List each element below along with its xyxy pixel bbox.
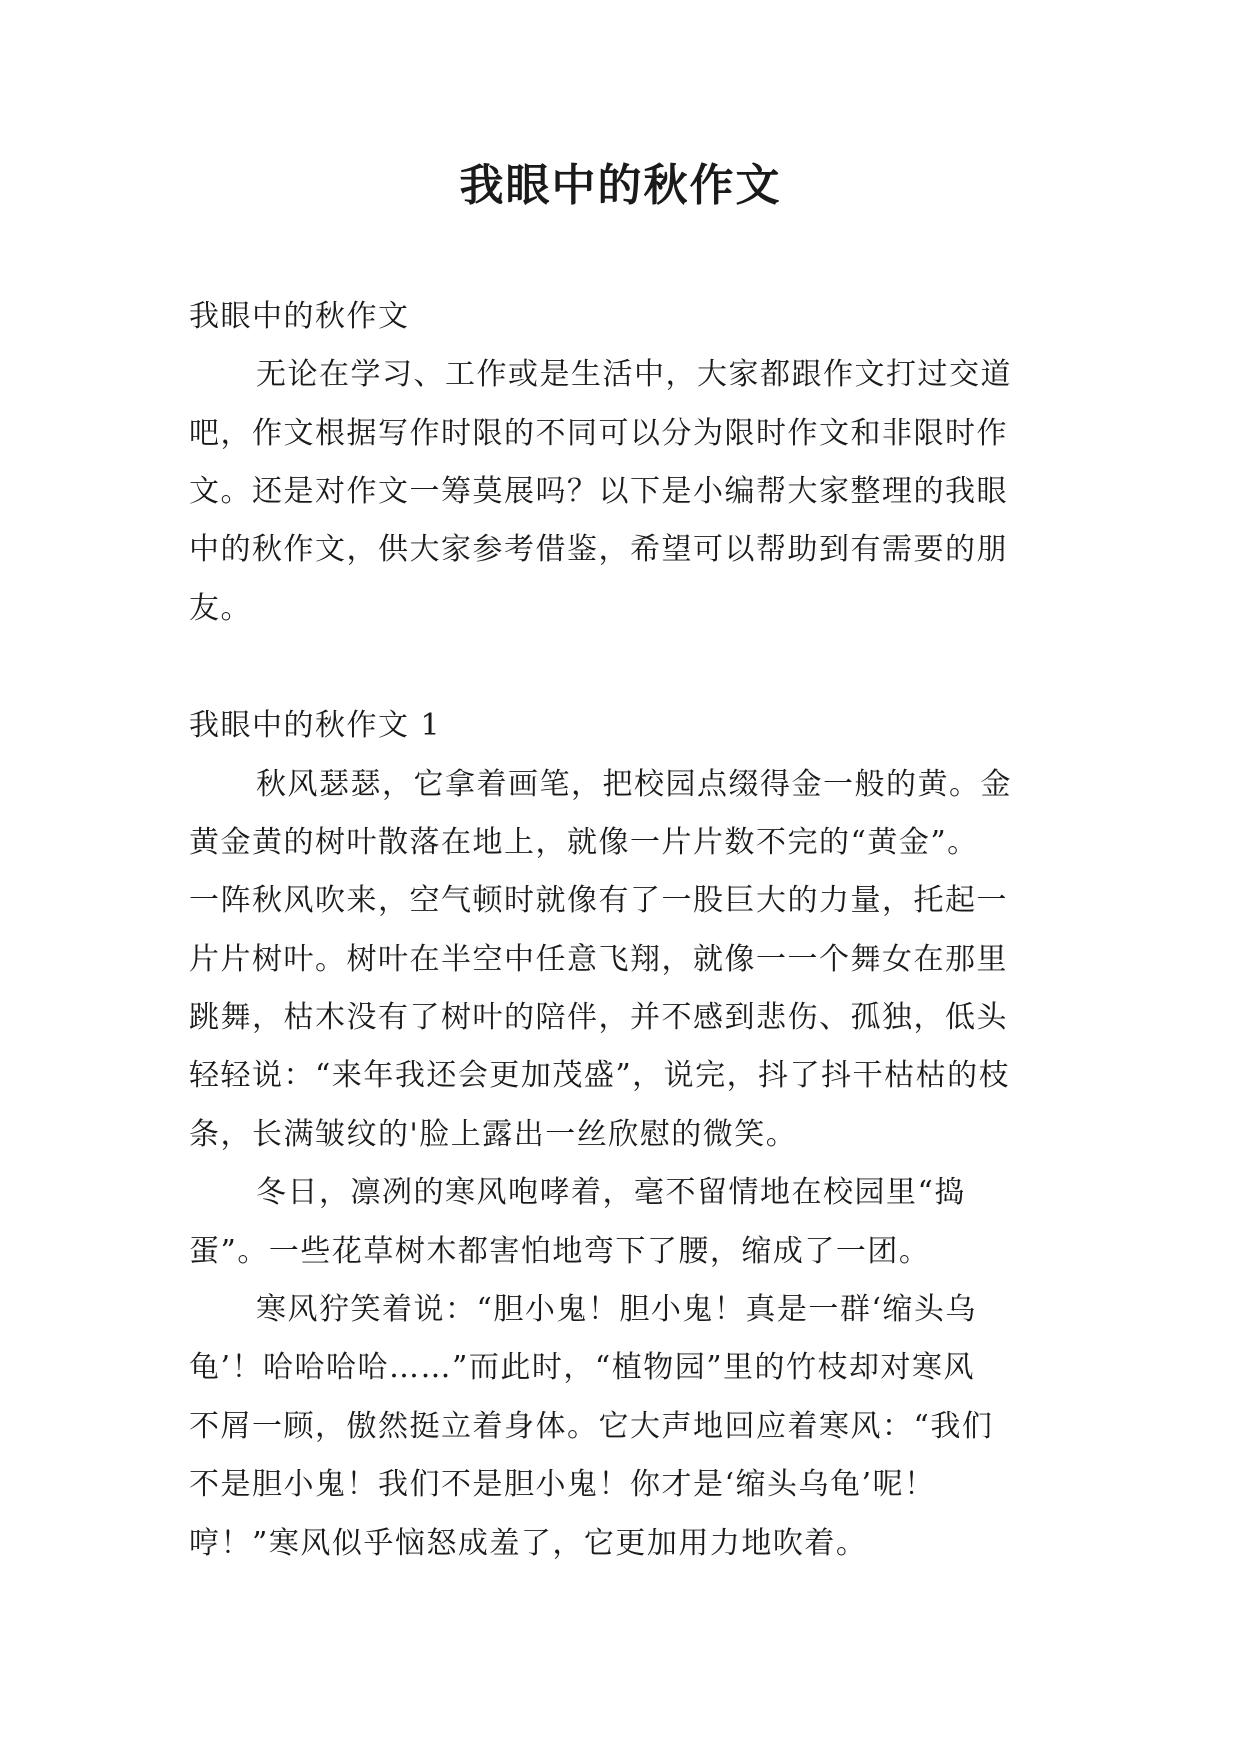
intro-line: 友。 <box>189 591 252 626</box>
paragraph-line: 跳舞，枯木没有了树叶的陪伴，并不感到悲伤、孤独，低头 <box>189 1000 1008 1035</box>
document-title: 我眼中的秋作文 <box>459 160 782 211</box>
paragraph-line: 片片树叶。树叶在半空中任意飞翔，就像一一个舞女在那里 <box>189 942 1008 977</box>
paragraph-line: 秋风瑟瑟，它拿着画笔，把校园点缀得金一般的黄。金 <box>256 767 1012 802</box>
subtitle: 我眼中的秋作文 <box>189 299 410 334</box>
paragraph-line: 蛋”。一些花草树木都害怕地弯下了腰，缩成了一团。 <box>189 1234 931 1269</box>
paragraph-line: 条，长满皱纹的'脸上露出一丝欣慰的微笑。 <box>189 1117 798 1152</box>
paragraph-line: 不是胆小鬼！我们不是胆小鬼！你才是‘缩头乌龟’呢！ <box>189 1467 936 1502</box>
paragraph-line: 龟’！哈哈哈哈……”而此时，“植物园”里的竹枝却对寒风 <box>189 1350 976 1385</box>
paragraph-line: 哼！”寒风似乎恼怒成羞了，它更加用力地吹着。 <box>189 1526 868 1561</box>
intro-line: 无论在学习、工作或是生活中，大家都跟作文打过交道 <box>256 357 1012 392</box>
paragraph-line: 寒风狞笑着说：“胆小鬼！胆小鬼！真是一群‘缩头乌 <box>256 1292 977 1327</box>
intro-line: 文。还是对作文一筹莫展吗？以下是小编帮大家整理的我眼 <box>189 474 1008 509</box>
paragraph-line: 轻轻说：“来年我还会更加茂盛”，说完，抖了抖干枯枯的枝 <box>189 1058 1011 1093</box>
paragraph-line: 一阵秋风吹来，空气顿时就像有了一股巨大的力量，托起一 <box>189 883 1008 918</box>
paragraph-line: 黄金黄的树叶散落在地上，就像一片片数不完的“黄金”。 <box>189 825 979 860</box>
intro-line: 中的秋作文，供大家参考借鉴，希望可以帮助到有需要的朋 <box>189 532 1008 567</box>
paragraph-line: 冬日，凛冽的寒风咆哮着，毫不留情地在校园里“捣 <box>256 1175 966 1210</box>
section-heading: 我眼中的秋作文 1 <box>189 708 442 743</box>
intro-line: 吧，作文根据写作时限的不同可以分为限时作文和非限时作 <box>189 416 1008 451</box>
paragraph-line: 不屑一顾，傲然挺立着身体。它大声地回应着寒风：“我们 <box>189 1409 994 1444</box>
